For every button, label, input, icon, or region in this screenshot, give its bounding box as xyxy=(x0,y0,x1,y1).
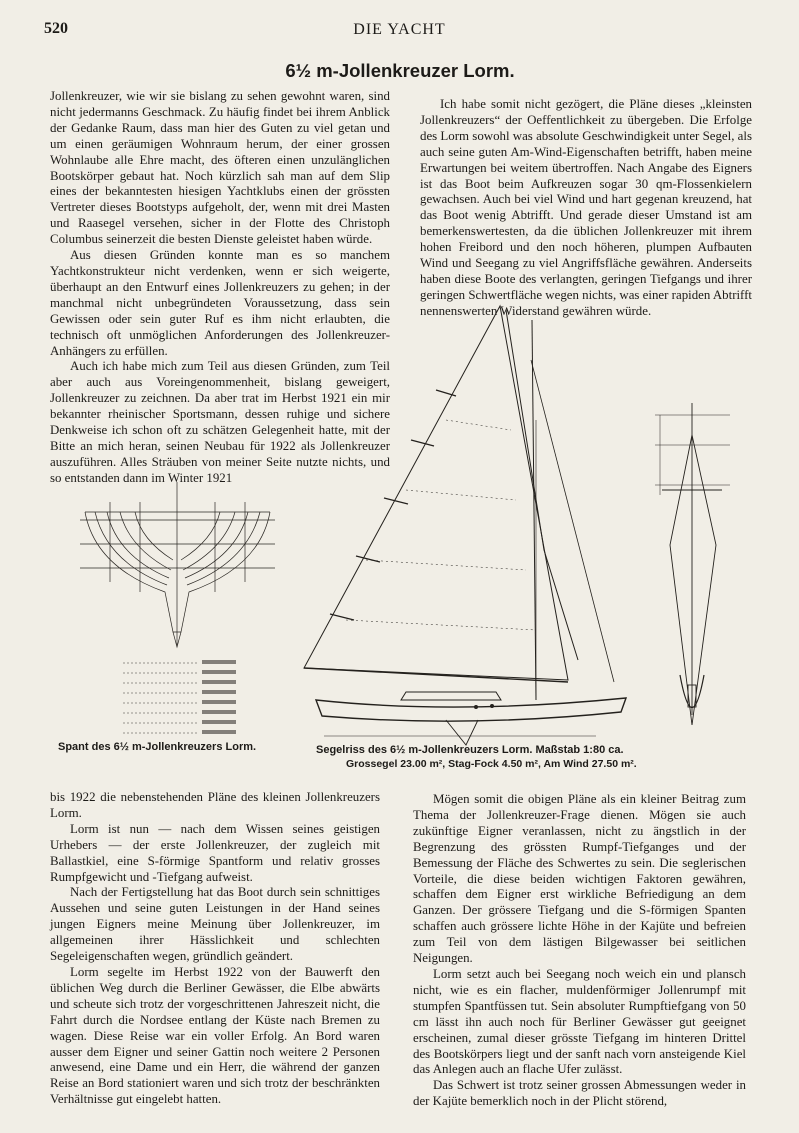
segelriss-scale: Maßstab 1:80 ca. xyxy=(535,744,624,756)
paragraph: Mögen somit die obigen Pläne als ein kleiner Beitrag zum Thema der Jollenkreuzer-Frage dienen. Mögen sie auch zukünftige Eigner veranlassen, nicht zu ängstlich in der Begrenzung des grössten Rumpf-Tiefganges und der Bemessung der Fläche des Schwertes zu sein. Die seglerischen Vorteile, die diese beiden wichtigen Faktoren gewähren, schaffen dem Eigner erst wirkliche Befriedigung an dem Ganzen. Der grössere Tiefgang und die S-förmigen Spanten schaffen auch grössere lichte Höhe in der Kajüte und befreien zum Teil von dem lästigen Bilgewasser bei seitlichen Neigungen. xyxy=(413,792,746,966)
bottom-right-column xyxy=(413,792,746,1110)
paragraph: Jollenkreuzer, wie wir sie bislang zu sehen gewohnt waren, sind nicht jedermanns Geschmack. Zu häufig findet bei ihrem Anblick der Gedanke Raum, dass man hier des Guten zu viel getan und um einen geräumigen Wohnraum herum, der einer grossen Wohnlaube alle Ehre macht, des öfteren einen unzulänglichen Bootskörper gebaut hat. Noch kürzlich sah man auf dem Slip eines der bekanntesten hiesigen Yachtklubs einen der grössten Vertreter dieses Bootstyps aufgeholt, der, wenn mit drei Masten und Raasegel versehen, sicher in der Flotte des Christoph Columbus seinerzeit die besten Dienste geleistet haben würde. xyxy=(50,89,390,247)
sail-plan-drawing xyxy=(296,300,636,750)
page-number: 520 xyxy=(44,20,68,37)
top-right-column xyxy=(420,97,752,320)
paragraph: Ich habe somit nicht gezögert, die Pläne dieses „kleinsten Jollenkreuzers“ der Oeffentlichkeit zu übergeben. Die Erfolge des Lorm sowohl was absolute Geschwindigkeit unter Segel, als auch seine guten Am-Wind-Eigenschaften betrifft, haben meine Erwartungen bei weitem übertroffen. Nach Angabe des Eigners ist das Boot beim Aufkreuzen sogar 30 qm-Flossenkielern gewachsen. Auch bei viel Wind und hart gegenan kreuzend, hat das Boot wenig Abtrifft. Und gerade dieser Umstand ist am bemerkenswertesten, da die üblichen Jollenkreuzer mit ihrem hohen Freibord und den noch höheren, plumpen Aufbauten Wind und Seegang zu viel Angriffsfläche gewähren. Anderseits haben diese Boote des verlangten, geringen Tiefgangs und ihrer geringen Schwertfläche wegen nichts, was einer rapiden Abtrifft nennenswerten Widerstand gewähren würde. xyxy=(420,97,752,318)
segelriss-caption xyxy=(316,744,756,770)
paragraph: Lorm segelte im Herbst 1922 von der Bauwerft den üblichen Weg durch die Berliner Gewässer, die Elbe abwärts und scheute sich trotz der vorgeschrittenen Jahreszeit nicht, die Fahrt durch die Nordsee entlang der Küste nach Bremen zu wagen. Diese Reise war ein voller Erfolg. An Bord waren ausser dem Eigner und seiner Gattin noch weitere 2 Personen anwesend, eine Dame und ein Herr, die während der ganzen Reise an Bord stationiert waren und sich trotz der beschränkten Verhältnisse gut eingelebt hatten. xyxy=(50,964,380,1107)
paragraph: bis 1922 die nebenstehenden Pläne des kleinen Jollenkreuzers Lorm. xyxy=(50,790,380,820)
offset-table-drawing xyxy=(118,657,248,737)
paragraph: Das Schwert ist trotz seiner grossen Abmessungen weder in der Kajüte bemerklich noch in der Plicht störend, xyxy=(413,1078,746,1109)
segelriss-title: Segelriss des 6½ m-Jollenkreuzers Lorm. xyxy=(316,744,533,756)
paragraph: Auch ich habe mich zum Teil aus diesen Gründen, zum Teil aber auch aus Voreingenommenheit, bislang geweigert, Jollenkreuzer zu zeichnen. Da aber trat im Herbst 1921 ein mir bekannter rheinischer Sportsmann, dessen ruhige und sichere Denkweise ich schon oft zu schätzen Gelegenheit hatte, mit der Bitte an mich heran, seinen Neubau für 1922 als Jollenkreuzer auszuführen. Alles Sträuben von meiner Seite nutzte nichts, und so entstanden dann im Winter 1921 xyxy=(50,359,390,485)
hull-sections-drawing xyxy=(55,482,300,652)
running-title: DIE YACHT xyxy=(353,21,446,38)
paragraph: Lorm setzt auch bei Seegang noch weich ein und plansch nicht, wie es ein flacher, muldenförmiger Jollenrumpf mit stumpfen Spantfüssen tut. Sein absoluter Rumpftiefgang von 50 cm lässt ihn auch noch für Berliner Gewässer gut geeignet erscheinen, zumal dieser grösste Tiefgang im hinteren Drittel des Bootskörpers liegt und der sanft nach vorn ansteigende Kiel das Anlegen auch an flache Ufer zulässt. xyxy=(413,966,746,1077)
spant-caption: Spant des 6½ m-Jollenkreuzers Lorm. xyxy=(58,741,257,753)
paragraph: Aus diesen Gründen konnte man es so manchem Yachtkonstrukteur nicht verdenken, wenn er sich weigerte, überhaupt an den Entwurf eines Jollenkreuzers zu gehen; in der manchmal nicht unbegründeten Voraussetzung, dass sein Gewissen oder sein guter Ruf es ihm nicht erlaubten, die technisch oft unmöglichen Anforderungen des Jollenkreuzer-Anhängers zu erfüllen. xyxy=(50,248,390,358)
article-title: 6½ m-Jollenkreuzer Lorm. xyxy=(285,60,515,81)
paragraph: Lorm ist nun — nach dem Wissen seines geistigen Urhebers — der erste Jollenkreuzer, der zugleich mit Ballastkiel, eine S-förmige Spantform und relativ grosses Rumpfgewicht und -Tiefgang aufweist. xyxy=(50,821,380,884)
segelriss-areas: Grossegel 23.00 m², Stag-Fock 4.50 m², Am Wind 27.50 m². xyxy=(346,758,637,770)
paragraph: Nach der Fertigstellung hat das Boot durch sein schnittiges Aussehen und seine guten Leistungen in der Hand seines jungen Eigners meine Meinung über Jollenkreuzer, im allgemeinen ihrer Hässlichkeit und schlechten Segeleigenschaften wegen, gründlich geändert. xyxy=(50,885,380,964)
mast-profile-drawing xyxy=(640,395,740,740)
bottom-left-column xyxy=(50,790,380,1108)
